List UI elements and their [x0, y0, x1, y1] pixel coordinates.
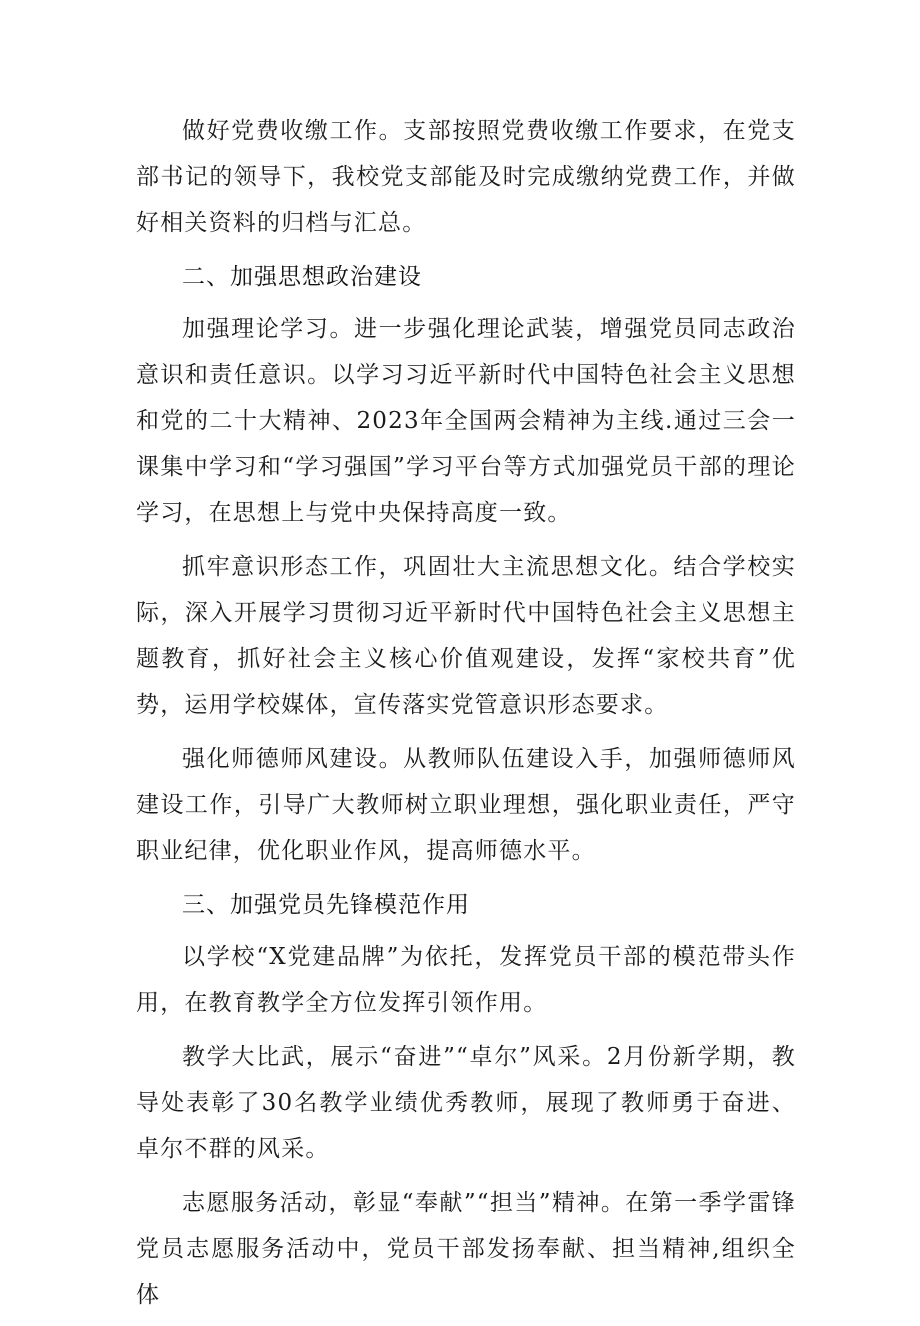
paragraph-party-fees: 做好党费收缴工作。支部按照党费收缴工作要求，在党支部书记的领导下，我校党支部能及时完成缴纳党费工作，并做好相关资料的归档与汇总。: [136, 118, 796, 236]
section-heading-2: 二、加强思想政治建设: [182, 264, 422, 290]
section-heading-3: 三、加强党员先锋模范作用: [182, 892, 470, 918]
paragraph-teacher-ethics: 强化师德师风建设。从教师队伍建设入手，加强师德师风建设工作，引导广大教师树立职业理想，强化职业责任，严守职业纪律，优化职业作风，提高师德水平。: [136, 746, 796, 864]
document-body: [136, 108, 796, 1326]
paragraph-teaching-contest: 教学大比武，展示“奋进”“卓尔”风采。2月份新学期，教导处表彰了30名教学业绩优秀教师，展现了教师勇于奋进、卓尔不群的风采。: [136, 1044, 796, 1162]
paragraph-volunteer-service: 志愿服务活动，彰显“奉献”“担当”精神。在第一季学雷锋党员志愿服务活动中，党员干部发扬奉献、担当精神,组织全体: [136, 1190, 796, 1308]
paragraph-ideology-work: 抓牢意识形态工作，巩固壮大主流思想文化。结合学校实际，深入开展学习贯彻习近平新时代中国特色社会主义思想主题教育，抓好社会主义核心价值观建设，发挥“家校共育”优势，运用学校媒体，宣传落实党管意识形态要求。: [136, 554, 796, 718]
paragraph-theory-study: 加强理论学习。进一步强化理论武装，增强党员同志政治意识和责任意识。以学习习近平新时代中国特色社会主义思想和党的二十大精神、2023年全国两会精神为主线.通过三会一课集中学习和“学习强国”学习平台等方式加强党员干部的理论学习，在思想上与党中央保持高度一致。: [136, 316, 796, 526]
paragraph-party-brand: 以学校“X党建品牌”为依托，发挥党员干部的模范带头作用，在教育教学全方位发挥引领作用。: [136, 944, 796, 1016]
